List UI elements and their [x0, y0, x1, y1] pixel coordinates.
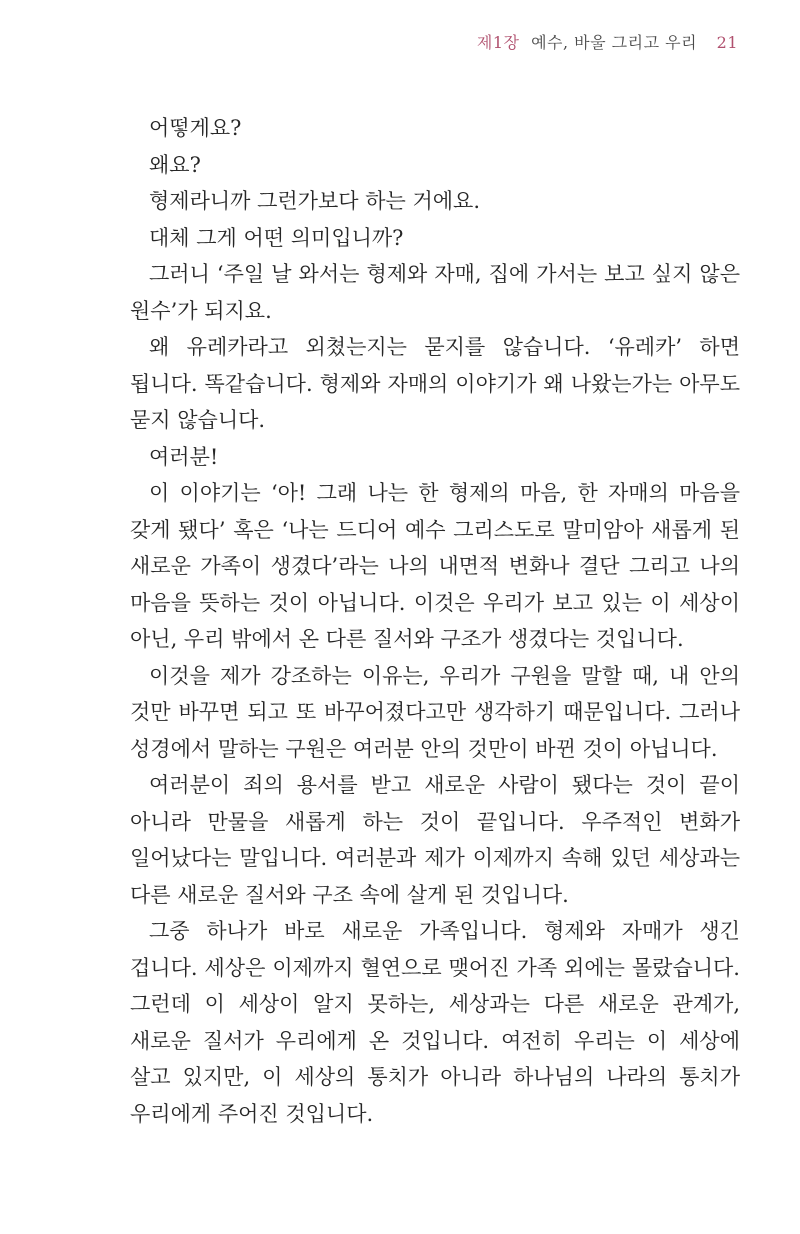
running-header	[477, 30, 738, 53]
paragraph: 그중 하나가 바로 새로운 가족입니다. 형제와 자매가 생긴 겁니다. 세상은 이제까지 혈연으로 맺어진 가족 외에는 몰랐습니다. 그런데 이 세상이 알지 못하는, 세상과는 다른 새로운 관계가, 새로운 질서가 우리에게 온 것입니다. 여전히 우리는 이 세상에 살고 있지만, 이 세상의 통치가 아니라 하나님의 나라의 통치가 우리에게 주어진 것입니다.	[130, 919, 740, 1126]
chapter-title: 예수, 바울 그리고 우리	[531, 33, 698, 52]
paragraph: 어떻게요?	[149, 116, 242, 140]
paragraph: 이것을 제가 강조하는 이유는, 우리가 구원을 말할 때, 내 안의 것만 바꾸면 되고 또 바꾸어졌다고만 생각하기 때문입니다. 그러나 성경에서 말하는 구원은 여러분 안의 것만이 바뀐 것이 아닙니다.	[130, 663, 740, 761]
paragraph: 여러분!	[149, 444, 219, 469]
paragraph: 이 이야기는 ‘아! 그래 나는 한 형제의 마음, 한 자매의 마음을 갖게 됐다’ 혹은 ‘나는 드디어 예수 그리스도로 말미암아 새롭게 된 새로운 가족이 생겼다’라는 나의 내면적 변화나 결단 그리고 나의 마음을 뜻하는 것이 아닙니다. 이것은 우리가 보고 있는 이 세상이 아닌, 우리 밖에서 온 다른 질서와 구조가 생겼다는 것입니다.	[130, 481, 740, 651]
paragraph: 대체 그게 어떤 의미입니까?	[149, 225, 404, 250]
paragraph: 왜 유레카라고 외쳤는지는 묻지를 않습니다. ‘유레카’ 하면 됩니다. 똑같습니다. 형제와 자매의 이야기가 왜 나왔는가는 아무도 묻지 않습니다.	[130, 335, 740, 432]
paragraph: 여러분이 죄의 용서를 받고 새로운 사람이 됐다는 것이 끝이 아니라 만물을 새롭게 하는 것이 끝입니다. 우주적인 변화가 일어났다는 말입니다. 여러분과 제가 이제까지 속해 있던 세상과는 다른 새로운 질서와 구조 속에 살게 된 것입니다.	[130, 773, 740, 907]
paragraph: 형제라니까 그런가보다 하는 거에요.	[149, 189, 480, 213]
paragraph: 왜요?	[149, 152, 201, 177]
page-number: 21	[716, 33, 738, 52]
paragraph: 그러니 ‘주일 날 와서는 형제와 자매, 집에 가서는 보고 싶지 않은 원수’가 되지요.	[130, 262, 740, 323]
body-text	[130, 110, 740, 1132]
chapter-label: 제1장	[476, 33, 520, 52]
